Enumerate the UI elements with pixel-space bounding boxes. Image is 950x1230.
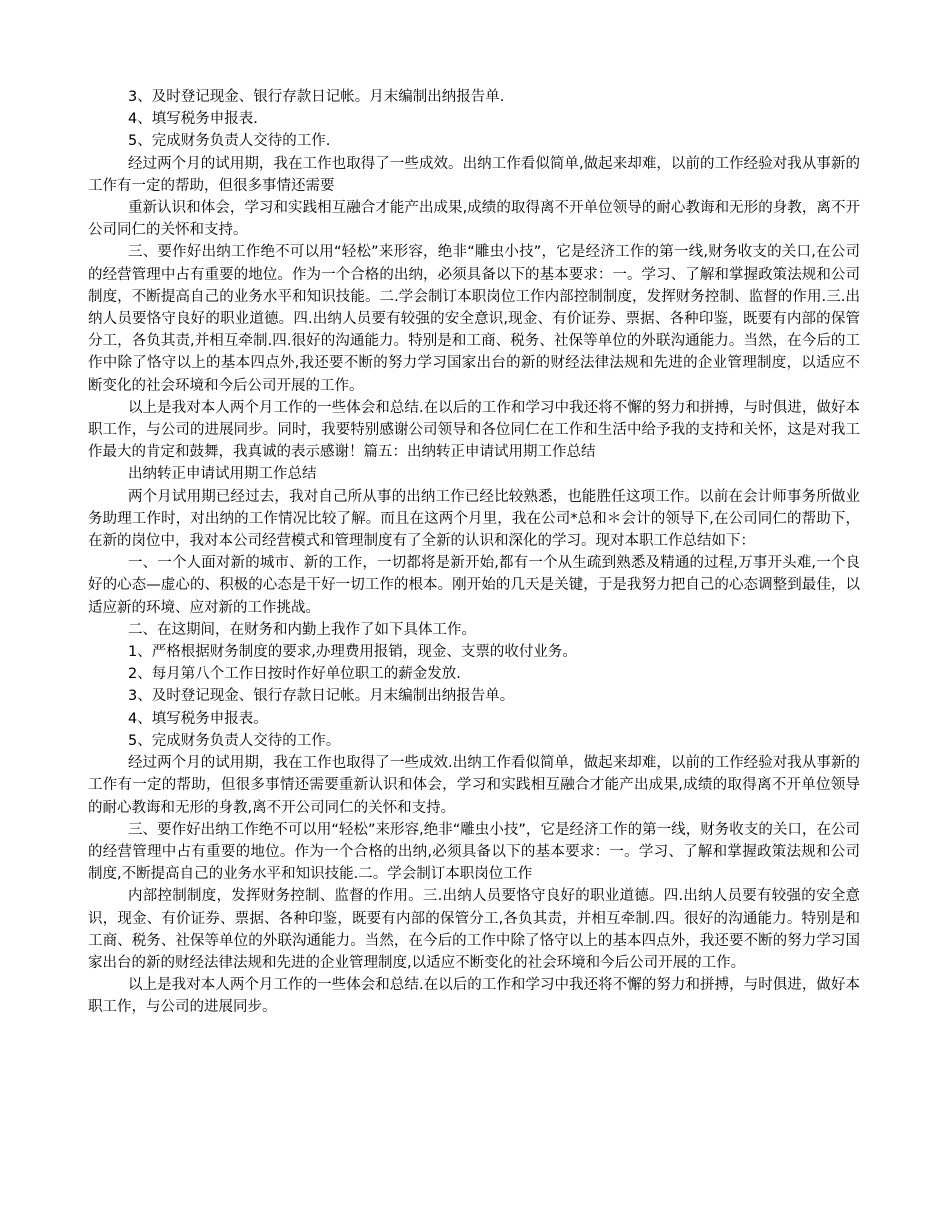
list-item: 4、填写税务申报表。 xyxy=(128,710,268,727)
list-item: 5、完成财务负责人交待的工作。 xyxy=(128,732,341,749)
paragraph: 3、及时登记现金、银行存款日记帐。月末编制出纳报告单. xyxy=(128,89,505,105)
paragraph: 经过两个月的试用期，我在工作也取得了一些成效.出纳工作看似简单，做起来却难，以前的工作经验对我从事新的工作有一定的帮助，但很多事情还需要重新认识和体会，学习和实践相互融合才能产出成果,成绩的取得离不开单位领导的耐心教诲和无形的身教,离不开公司同仁的关怀和支持。 xyxy=(88,755,860,816)
paragraph: 4、填写税务申报表. xyxy=(128,111,258,128)
paragraph: 两个月试用期已经过去，我对自己所从事的出纳工作已经比较熟悉，也能胜任这项工作。以前在会计师事务所做业务助理工作时，对出纳的工作情况比较了解。而且在这两个月里，我在公司*总和＊会计的领导下,在公司同仁的帮助下，在新的岗位中，我对本公司经营模式和管理制度有了全新的认识和深化的学习。现对本职工作总结如下： xyxy=(88,488,860,550)
paragraph: 三、要作好出纳工作绝不可以用“轻松”来形容，绝非“雕虫小技”，它是经济工作的第一线,财务收支的关口,在公司的经营管理中占有重要的地位。作为一个合格的出纳，必须具备以下的基本要求：一。学习、了解和掌握政策法规和公司制度，不断提高自己的业务水平和知识技能。二.学会制订本职岗位工作内部控制制度，发挥财务控制、监督的作用.三.出纳人员要恪守良好的职业道德。四.出纳人员要有较强的安全意识,现金、有价证券、票据、各种印鉴，既要有内部的保管分工，各负其责,并相互牵制.四.很好的沟通能力。特别是和工商、税务、社保等单位的外联沟通能力。当然，在今后的工作中除了恪守以上的基本四点外,我还要不断的努力学习国家出台的新的财经法律法规和先进的企业管理制度，以适应不断变化的社会环境和今后公司开展的工作。 xyxy=(88,244,860,394)
paragraph: 重新认识和体会，学习和实践相互融合才能产出成果,成绩的取得离不开单位领导的耐心教诲和无形的身教，离不开公司同仁的关怀和支持。 xyxy=(88,200,860,239)
list-item: 1、严格根据财务制度的要求,办理费用报销，现金、支票的收付业务。 xyxy=(128,644,577,661)
document-body xyxy=(88,86,860,1019)
paragraph: 以上是我对本人两个月工作的一些体会和总结.在以后的工作和学习中我还将不懈的努力和拼搏，与时俱进，做好本职工作，与公司的进展同步。 xyxy=(88,977,860,1016)
section-heading: 出纳转正申请试用期工作总结 xyxy=(128,466,317,483)
paragraph: 三、要作好出纳工作绝不可以用“轻松”来形容,绝非“雕虫小技”，它是经济工作的第一线，财务收支的关口，在公司的经营管理中占有重要的地位。作为一个合格的出纳,必须具备以下的基本要求：一。学习、了解和掌握政策法规和公司制度,不断提高自己的业务水平和知识技能.二。学会制订本职岗位工作 xyxy=(88,821,860,883)
paragraph: 二、在这期间，在财务和内勤上我作了如下具体工作。 xyxy=(128,621,476,638)
paragraph: 一、一个人面对新的城市、新的工作，一切都将是新开始,都有一个从生疏到熟悉及精通的过程,万事开头难,一个良好的心态—虚心的、积极的心态是干好一切工作的根本。刚开始的几天是关键，于是我努力把自己的心态调整到最佳，以适应新的环境、应对新的工作挑战。 xyxy=(88,555,860,616)
list-item: 2、每月第八个工作日按时作好单位职工的薪金发放. xyxy=(128,666,461,683)
paragraph: 5、完成财务负责人交待的工作. xyxy=(128,133,331,150)
paragraph: 经过两个月的试用期，我在工作也取得了一些成效。出纳工作看似简单,做起来却难，以前的工作经验对我从事新的工作有一定的帮助，但很多事情还需要 xyxy=(88,155,860,194)
paragraph: 内部控制制度，发挥财务控制、监督的作用。三.出纳人员要恪守良好的职业道德。四.出纳人员要有较强的安全意识，现金、有价证券、票据、各种印鉴，既要有内部的保管分工,各负其责，并相互牵制.四。很好的沟通能力。特别是和工商、税务、社保等单位的外联沟通能力。当然，在今后的工作中除了恪守以上的基本四点外，我还要不断的努力学习国家出台的新的财经法律法规和先进的企业管理制度,以适应不断变化的社会环境和今后公司开展的工作。 xyxy=(88,888,860,971)
paragraph: 以上是我对本人两个月工作的一些体会和总结.在以后的工作和学习中我还将不懈的努力和拼搏，与时俱进，做好本职工作，与公司的进展同步。同时，我要特别感谢公司领导和各位同仁在工作和生活中给予我的支持和关怀，这是对我工作最大的肯定和鼓舞，我真诚的表示感谢！篇五：出纳转正申请试用期工作总结 xyxy=(88,399,860,461)
list-item: 3、及时登记现金、银行存款日记帐。月末编制出纳报告单。 xyxy=(128,688,515,705)
